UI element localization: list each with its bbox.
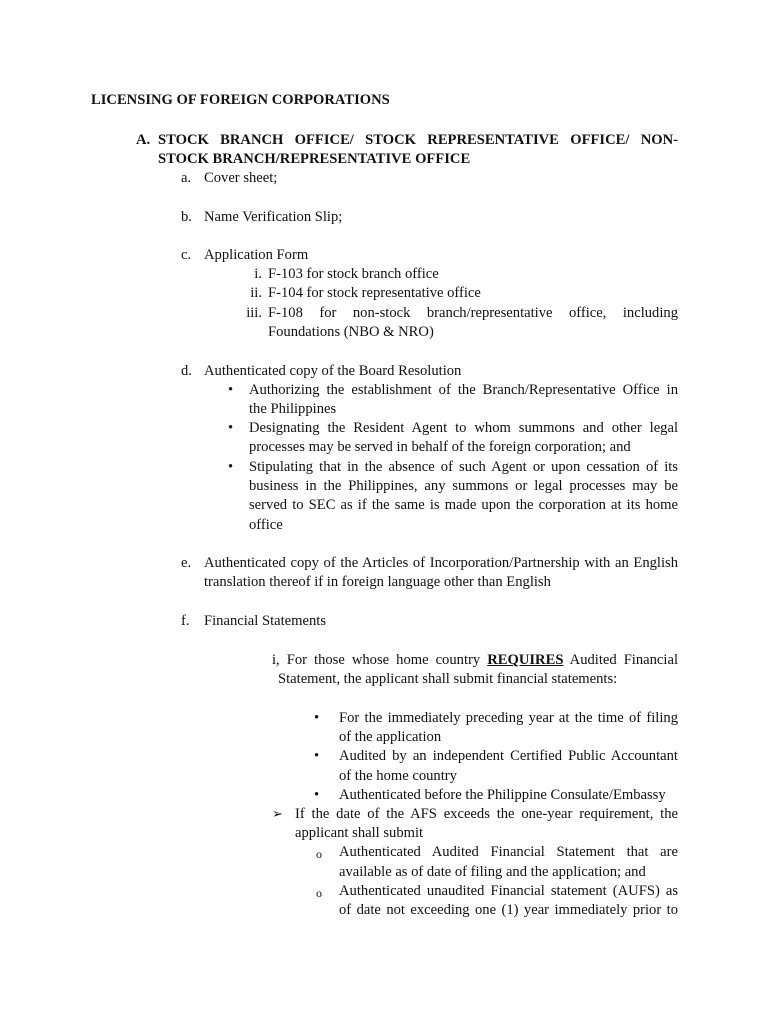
item-a-marker: a. bbox=[181, 170, 192, 186]
bullet-marker: • bbox=[228, 420, 234, 436]
bullet-text-line2: processes may be served in behalf of the foreign corporation; and bbox=[249, 439, 631, 455]
arrow-item-line1: If the date of the AFS exceeds the one-year requirement, the bbox=[295, 806, 678, 822]
circle-bullet-icon: o bbox=[316, 847, 322, 861]
sub-item-line1: Authenticated Audited Financial Statement that are bbox=[339, 844, 678, 860]
item-e-marker: e. bbox=[181, 555, 192, 571]
section-a-heading-line1: STOCK BRANCH OFFICE/ STOCK REPRESENTATIVE OFFICE/ NON- bbox=[158, 132, 678, 148]
item-b-marker: b. bbox=[181, 209, 192, 225]
requirement-paragraph-line1 bbox=[272, 651, 678, 670]
bullet-marker: • bbox=[228, 459, 234, 475]
item-d-marker: d. bbox=[181, 363, 192, 379]
bullet-text-line1: Authorizing the establishment of the Branch/Representative Office in bbox=[249, 382, 678, 398]
bullet-text-line2: business in the Philippines, any summons or legal processes may be bbox=[249, 478, 678, 494]
item-e-text-line1: Authenticated copy of the Articles of Incorporation/Partnership with an English bbox=[204, 555, 678, 571]
item-a-text: Cover sheet; bbox=[204, 170, 278, 186]
item-f-text: Financial Statements bbox=[204, 613, 326, 629]
bullet-text-line2: of the home country bbox=[339, 768, 457, 784]
bullet-text-line1: Designating the Resident Agent to whom summons and other legal bbox=[249, 420, 678, 436]
form-item-marker: i. bbox=[254, 266, 262, 282]
bullet-text-line2: the Philippines bbox=[249, 401, 337, 417]
bullet-marker: • bbox=[314, 710, 320, 726]
bullet-text-line4: office bbox=[249, 517, 283, 533]
form-item-marker: ii. bbox=[250, 285, 262, 301]
item-e-text-line2: translation thereof if in foreign language other than English bbox=[204, 574, 551, 590]
section-a-heading-line2: STOCK BRANCH/REPRESENTATIVE OFFICE bbox=[158, 151, 471, 167]
bullet-text-line3: served to SEC as if the same is made upon the corporation at its home bbox=[249, 497, 678, 513]
bullet-text-line1: Audited by an independent Certified Public Accountant bbox=[339, 748, 678, 764]
form-item-text: F-104 for stock representative office bbox=[268, 285, 481, 301]
bullet-text-line1: For the immediately preceding year at the time of filing bbox=[339, 710, 678, 726]
item-c-text: Application Form bbox=[204, 247, 309, 263]
bullet-marker: • bbox=[314, 787, 320, 803]
item-c-marker: c. bbox=[181, 247, 192, 263]
bullet-marker: • bbox=[314, 748, 320, 764]
bullet-marker: • bbox=[228, 382, 234, 398]
requirement-suffix: Audited Financial bbox=[569, 652, 678, 668]
item-b-text: Name Verification Slip; bbox=[204, 209, 343, 225]
sub-item-line2: available as of date of filing and the application; and bbox=[339, 864, 646, 880]
item-d-text: Authenticated copy of the Board Resolution bbox=[204, 363, 462, 379]
arrow-bullet-icon: ➢ bbox=[272, 807, 283, 822]
requirement-paragraph-line2: Statement, the applicant shall submit financial statements: bbox=[278, 671, 618, 687]
item-f-marker: f. bbox=[181, 613, 190, 629]
document-title: LICENSING OF FOREIGN CORPORATIONS bbox=[91, 92, 390, 108]
form-item-marker: iii. bbox=[246, 305, 262, 321]
circle-bullet-icon: o bbox=[316, 886, 322, 900]
form-item-text: F-103 for stock branch office bbox=[268, 266, 439, 282]
sub-item-line1: Authenticated unaudited Financial statement (AUFS) as bbox=[339, 883, 678, 899]
form-item-text-line2: Foundations (NBO & NRO) bbox=[268, 324, 434, 340]
bullet-text-line2: of the application bbox=[339, 729, 442, 745]
arrow-item-line2: applicant shall submit bbox=[295, 825, 424, 841]
bullet-text-line1: Stipulating that in the absence of such Agent or upon cessation of its bbox=[249, 459, 678, 475]
requirement-prefix: i, For those whose home country bbox=[272, 652, 481, 668]
form-item-text-line1: F-108 for non-stock branch/representative office, including bbox=[268, 305, 678, 321]
bullet-text-line1: Authenticated before the Philippine Consulate/Embassy bbox=[339, 787, 666, 803]
section-a-marker: A. bbox=[136, 132, 151, 148]
sub-item-line2: of date not exceeding one (1) year immediately prior to bbox=[339, 902, 678, 918]
requires-emphasis: REQUIRES bbox=[487, 652, 564, 668]
